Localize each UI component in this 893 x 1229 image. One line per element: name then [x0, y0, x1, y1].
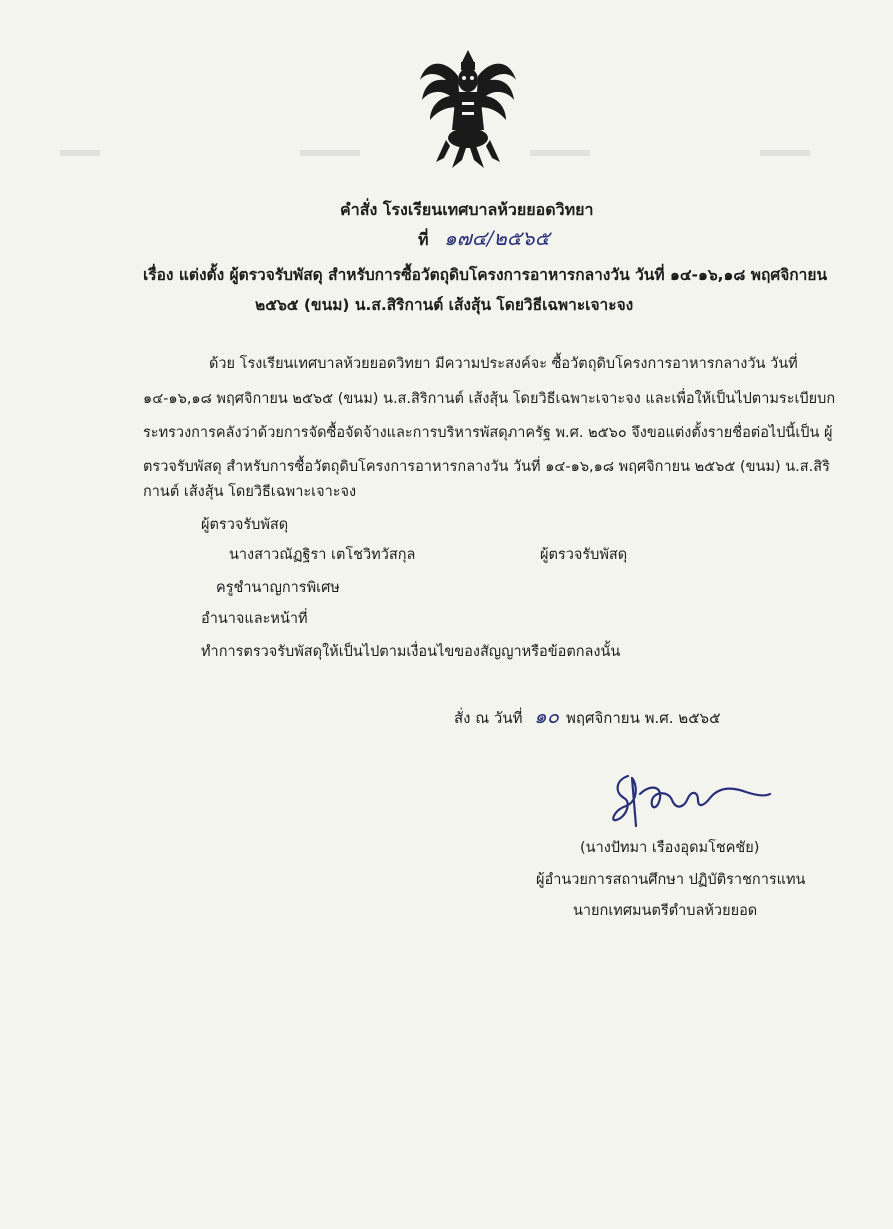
scan-mark — [760, 150, 810, 156]
signing-date-label: สั่ง ณ วันที่ — [454, 709, 523, 727]
subject-line-2: ๒๕๖๕ (ขนม) น.ส.สิริกานต์ เส้งสุ้น โดยวิธีเฉพาะเจาะจง — [255, 296, 634, 314]
signer-title-2: นายกเทศมนตรีตำบลห้วยยอด — [573, 903, 758, 919]
inspector-role: ผู้ตรวจรับพัสดุ — [540, 547, 628, 563]
inspector-position: ครูชำนาญการพิเศษ — [216, 580, 340, 596]
body-line: ๑๔-๑๖,๑๘ พฤศจิกายน ๒๕๖๕ (ขนม) น.ส.สิริกานต์ เส้งสุ้น โดยวิธีเฉพาะเจาะจง และเพื่อให้เป็นไปตามระเบียบก — [143, 391, 836, 407]
body-line: ตรวจรับพัสดุ สำหรับการซื้อวัตถุดิบโครงการอาหารกลางวัน วันที่ ๑๔-๑๖,๑๘ พฤศจิกายน ๒๕๖๕ (ขนม) น.ส.สิริ — [143, 459, 830, 475]
order-number-handwritten: ๑๗๔/๒๕๖๕ — [444, 226, 550, 250]
garuda-emblem-icon — [416, 50, 520, 170]
inspector-name: นางสาวณัฏฐิรา เตโชวิทวัสกุล — [229, 547, 416, 563]
body-line: ด้วย โรงเรียนเทศบาลห้วยยอดวิทยา มีความประสงค์จะ ซื้อวัตถุดิบโครงการอาหารกลางวัน วันที่ — [209, 356, 798, 372]
signing-day-handwritten: ๑๐ — [534, 704, 559, 728]
scan-mark — [60, 150, 100, 156]
duty-text: ทำการตรวจรับพัสดุให้เป็นไปตามเงื่อนไขของสัญญาหรือข้อตกลงนั้น — [201, 644, 621, 660]
signer-title: ผู้อำนวยการสถานศึกษา ปฏิบัติราชการแทน — [536, 872, 806, 888]
duty-heading: อำนาจและหน้าที่ — [201, 611, 308, 627]
body-line: กานต์ เส้งสุ้น โดยวิธีเฉพาะเจาะจง — [143, 484, 357, 500]
order-title: คำสั่ง โรงเรียนเทศบาลห้วยยอดวิทยา — [340, 200, 594, 219]
signer-name: (นางปัทมา เรืองอุดมโชคชัย) — [580, 840, 760, 856]
inspector-heading: ผู้ตรวจรับพัสดุ — [201, 517, 289, 533]
subject-line-1: เรื่อง แต่งตั้ง ผู้ตรวจรับพัสดุ สำหรับการซื้อวัตถุดิบโครงการอาหารกลางวัน วันที่ ๑๔-๑๖,๑๘ พฤศจิกายน — [143, 266, 828, 284]
signing-date-month-year: พฤศจิกายน พ.ศ. ๒๕๖๕ — [566, 709, 721, 727]
scan-mark — [530, 150, 590, 156]
order-number-label: ที่ — [418, 230, 429, 249]
body-line: ระทรวงการคลังว่าด้วยการจัดซื้อจัดจ้างและการบริหารพัสดุภาครัฐ พ.ศ. ๒๕๖๐ จึงขอแต่งตั้งรายชื่อต่อไปนี้เป็น ผู้ — [143, 425, 833, 441]
handwritten-signature — [606, 770, 776, 830]
scan-mark — [300, 150, 360, 156]
